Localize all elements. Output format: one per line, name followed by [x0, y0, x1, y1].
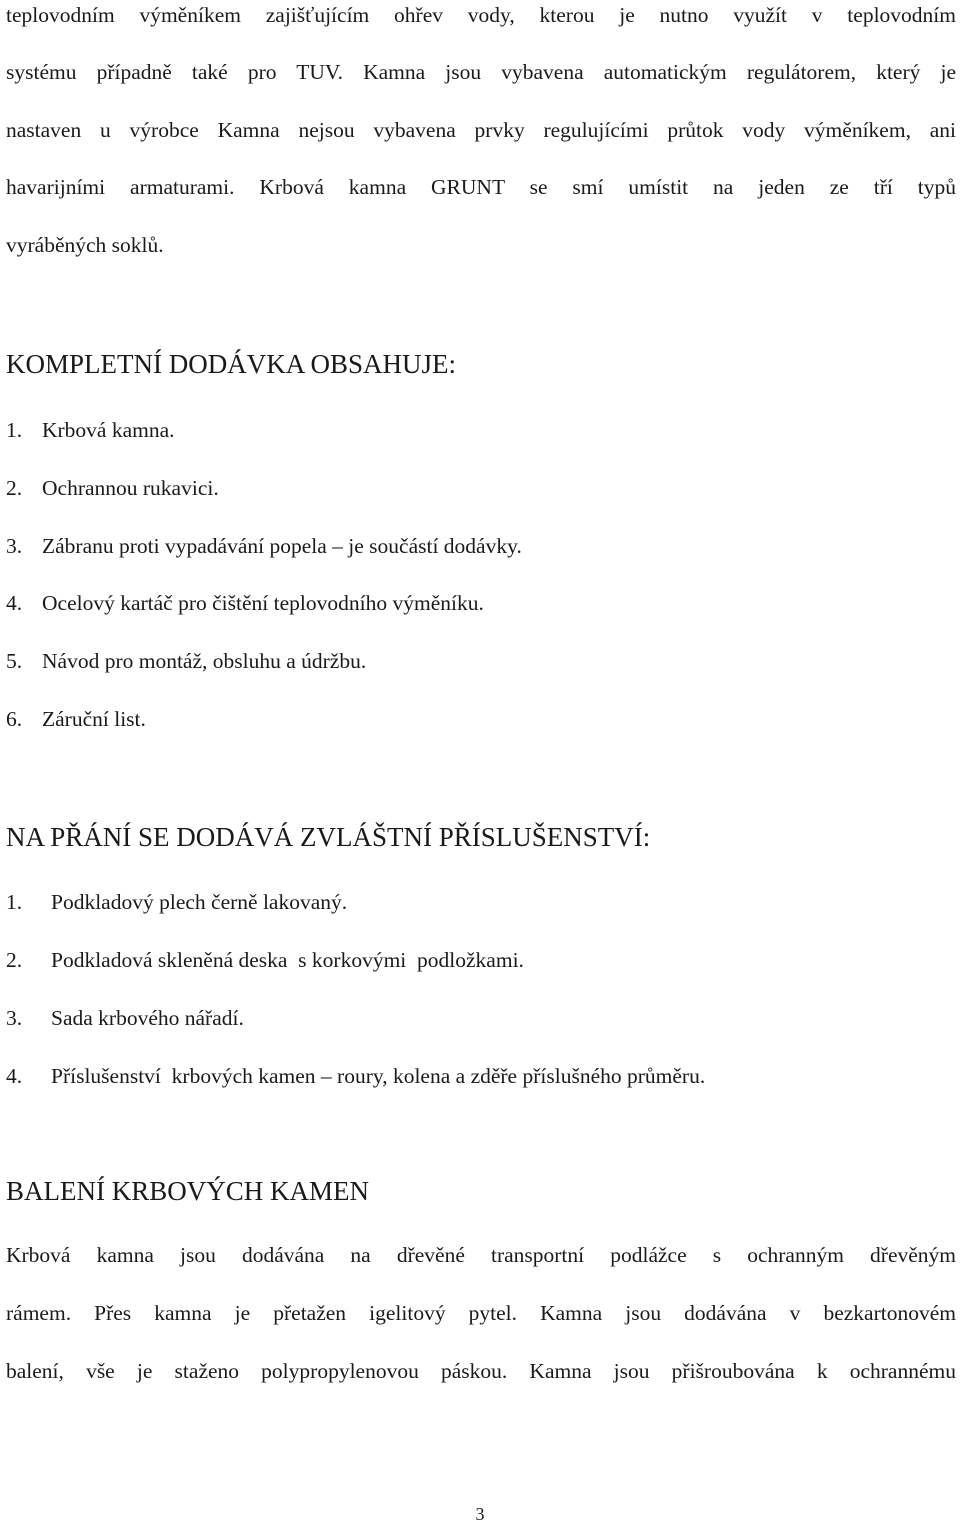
list-item: [6, 415, 175, 445]
list-item-number: 5.: [6, 649, 23, 673]
list-item-number: 1.: [6, 418, 23, 442]
accessories-heading: NA PŘÁNÍ SE DODÁVÁ ZVLÁŠTNÍ PŘÍSLUŠENSTVÍ:: [6, 822, 651, 852]
list-item-number: 2.: [6, 948, 23, 972]
list-item: [6, 887, 347, 917]
list-item: [6, 588, 484, 618]
packaging-heading: BALENÍ KRBOVÝCH KAMEN: [6, 1176, 369, 1206]
list-item-text: Příslušenství krbových kamen – roury, kolena a zděře příslušného průměru.: [51, 1064, 706, 1088]
list-item: [6, 531, 522, 561]
intro-line: vyráběných soklů.: [6, 233, 164, 257]
list-item-number: 3.: [6, 1006, 23, 1030]
intro-line: systému případně také pro TUV. Kamna jsou vybavena automatickým regulátorem, který je: [6, 60, 956, 84]
list-item-text: Podkladová skleněná deska s korkovými podložkami.: [51, 948, 524, 972]
intro-line: havarijními armaturami. Krbová kamna GRUNT se smí umístit na jeden ze tří typů: [6, 175, 956, 199]
list-item-number: 2.: [6, 476, 23, 500]
list-item-text: Zábranu proti vypadávání popela – je součástí dodávky.: [42, 534, 522, 558]
page-number: 3: [475, 1504, 485, 1524]
list-item-number: 6.: [6, 707, 23, 731]
intro-line: nastaven u výrobce Kamna nejsou vybavena prvky regulujícími průtok vody výměníkem, ani: [6, 118, 956, 142]
list-item: [6, 704, 146, 734]
list-item: [6, 1061, 705, 1091]
list-item: [6, 646, 366, 676]
list-item-text: Ochrannou rukavici.: [42, 476, 219, 500]
list-item-text: Podkladový plech černě lakovaný.: [51, 890, 348, 914]
list-item-text: Ocelový kartáč pro čištění teplovodního výměníku.: [42, 591, 484, 615]
list-item: [6, 1003, 244, 1033]
list-item: [6, 945, 524, 975]
list-item: [6, 473, 219, 503]
packaging-line: Krbová kamna jsou dodávána na dřevěné transportní podlážce s ochranným dřevěným: [6, 1243, 956, 1267]
list-item-number: 4.: [6, 591, 23, 615]
list-item-number: 1.: [6, 890, 23, 914]
delivery-heading: KOMPLETNÍ DODÁVKA OBSAHUJE:: [6, 349, 457, 379]
packaging-line: rámem. Přes kamna je přetažen igelitový pytel. Kamna jsou dodávána v bezkartonovém: [6, 1301, 956, 1325]
list-item-text: Návod pro montáž, obsluhu a údržbu.: [42, 649, 367, 673]
list-item-number: 4.: [6, 1064, 23, 1088]
list-item-number: 3.: [6, 534, 23, 558]
intro-line: teplovodním výměníkem zajišťujícím ohřev vody, kterou je nutno využít v teplovodním: [6, 3, 956, 27]
list-item-text: Krbová kamna.: [42, 418, 175, 442]
list-item-text: Záruční list.: [42, 707, 146, 731]
list-item-text: Sada krbového nářadí.: [51, 1006, 244, 1030]
packaging-line: balení, vše je staženo polypropylenovou páskou. Kamna jsou přišroubována k ochrannému: [6, 1359, 956, 1383]
